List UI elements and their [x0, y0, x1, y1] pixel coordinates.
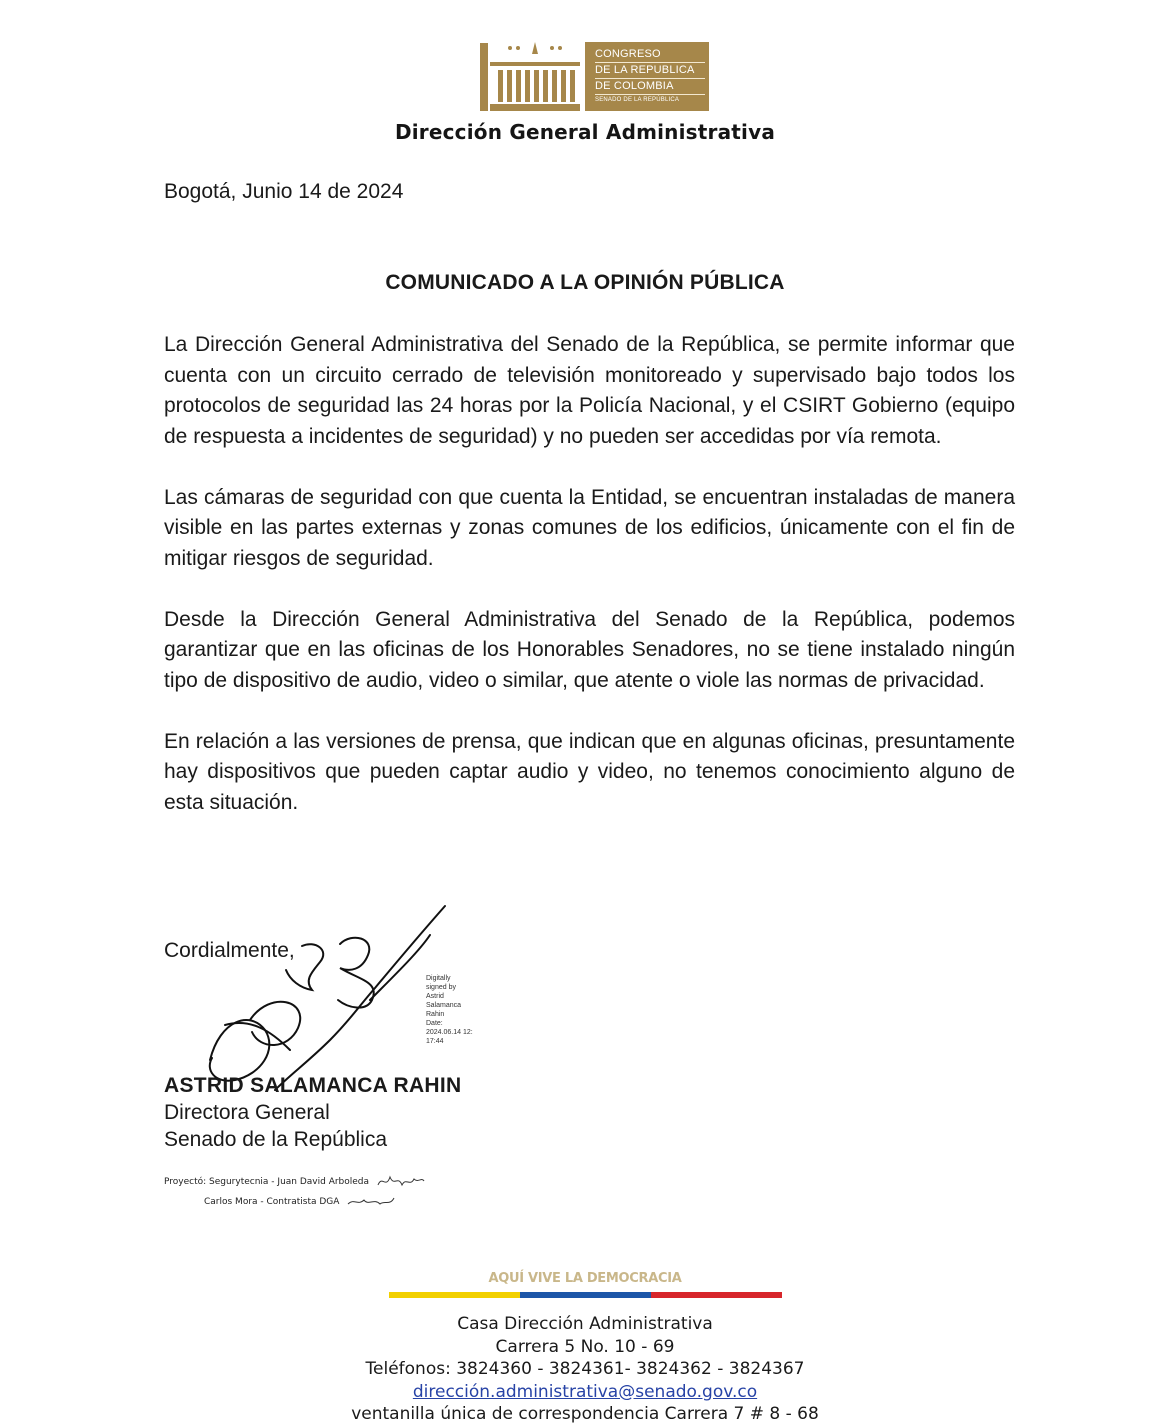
colombia-flag-bar	[389, 1292, 782, 1298]
footer-contact	[0, 1313, 1170, 1426]
logo-line-small: SENADO DE LA REPÚBLICA	[595, 97, 680, 103]
logo-line: DE LA REPUBLICA	[595, 63, 705, 79]
logo-line: DE COLOMBIA	[595, 79, 705, 95]
footer-address-name: Casa Dirección Administrativa	[457, 1314, 713, 1334]
congreso-logo	[480, 40, 710, 112]
capitol-building-icon	[480, 40, 584, 112]
dsig-line: 17:44	[426, 1038, 444, 1045]
logo-line: CONGRESO	[595, 47, 705, 63]
handwritten-signature	[190, 900, 460, 1100]
flag-yellow	[389, 1292, 520, 1298]
closing: Cordialmente,	[164, 939, 295, 962]
project-line-text: Proyectó: Segurytecnia - Juan David Arboleda	[164, 1177, 370, 1187]
dsig-line: Digitally	[426, 975, 451, 982]
initials-scribble	[376, 1173, 426, 1191]
footer-slogan: AQUÍ VIVE LA DEMOCRACIA	[488, 1271, 682, 1286]
letter-title: COMUNICADO A LA OPINIÓN PÚBLICA	[385, 271, 785, 294]
paragraph: Las cámaras de seguridad con que cuenta la Entidad, se encuentran instaladas de manera visible en las partes externas y zonas comunes de los edificios, únicamente con el fin de mitigar riesgos de seguridad.	[164, 485, 1015, 570]
signer-block	[164, 1072, 461, 1153]
footer-address: Carrera 5 No. 10 - 69	[495, 1336, 675, 1357]
project-credits	[164, 1172, 426, 1212]
footer-phones: Teléfonos: 3824360 - 3824361- 3824362 - 3824367	[365, 1359, 805, 1379]
digital-signature-stamp	[426, 974, 496, 1046]
signer-role: Directora General	[164, 1101, 330, 1124]
letter-body	[164, 330, 1015, 849]
paragraph: Desde la Dirección General Administrativa del Senado de la República, podemos garantizar que en las oficinas de los Honorables Senadores, no se tiene instalado ningún tipo de dispositivo de audio, video o similar, que atente o viole las normas de privacidad.	[164, 607, 1015, 692]
flag-blue	[520, 1292, 651, 1298]
project-line	[164, 1172, 426, 1192]
project-line-text: Carlos Mora - Contratista DGA	[204, 1197, 340, 1207]
dsig-line: signed by	[426, 984, 456, 991]
letter-date: Bogotá, Junio 14 de 2024	[164, 180, 404, 203]
initials-scribble	[346, 1194, 396, 1210]
footer-email-link[interactable]: dirección.administrativa@senado.gov.co	[412, 1381, 758, 1402]
signer-entity: Senado de la República	[164, 1128, 388, 1151]
project-line	[164, 1192, 426, 1212]
dsig-line: Rahin	[426, 1011, 445, 1018]
flag-red	[651, 1292, 782, 1298]
signer-name: ASTRID SALAMANCA RAHIN	[164, 1074, 462, 1097]
paragraph: En relación a las versiones de prensa, que indican que en algunas oficinas, presuntamente hay dispositivos que pueden captar audio y video, no tenemos conocimiento alguno de esta situación.	[164, 729, 1015, 814]
paragraph: La Dirección General Administrativa del Senado de la República, se permite informar que cuenta con un circuito cerrado de televisión monitoreado y supervisado bajo todos los protocolos de seguridad las 24 horas por la Policía Nacional, y el CSIRT Gobierno (equipo de respuesta a incidentes de seguridad) y no pueden ser accedidas por vía remota.	[164, 333, 1015, 448]
dsig-line: Astrid	[426, 993, 444, 1000]
logo-text	[595, 47, 705, 105]
dsig-line: Salamanca	[426, 1002, 462, 1009]
department-heading: Dirección General Administrativa	[394, 120, 776, 144]
dsig-line: 2024.06.14 12:	[426, 1029, 473, 1036]
dsig-line: Date:	[426, 1020, 443, 1027]
footer-ventanilla: ventanilla única de correspondencia Carrera 7 # 8 - 68	[351, 1404, 819, 1424]
